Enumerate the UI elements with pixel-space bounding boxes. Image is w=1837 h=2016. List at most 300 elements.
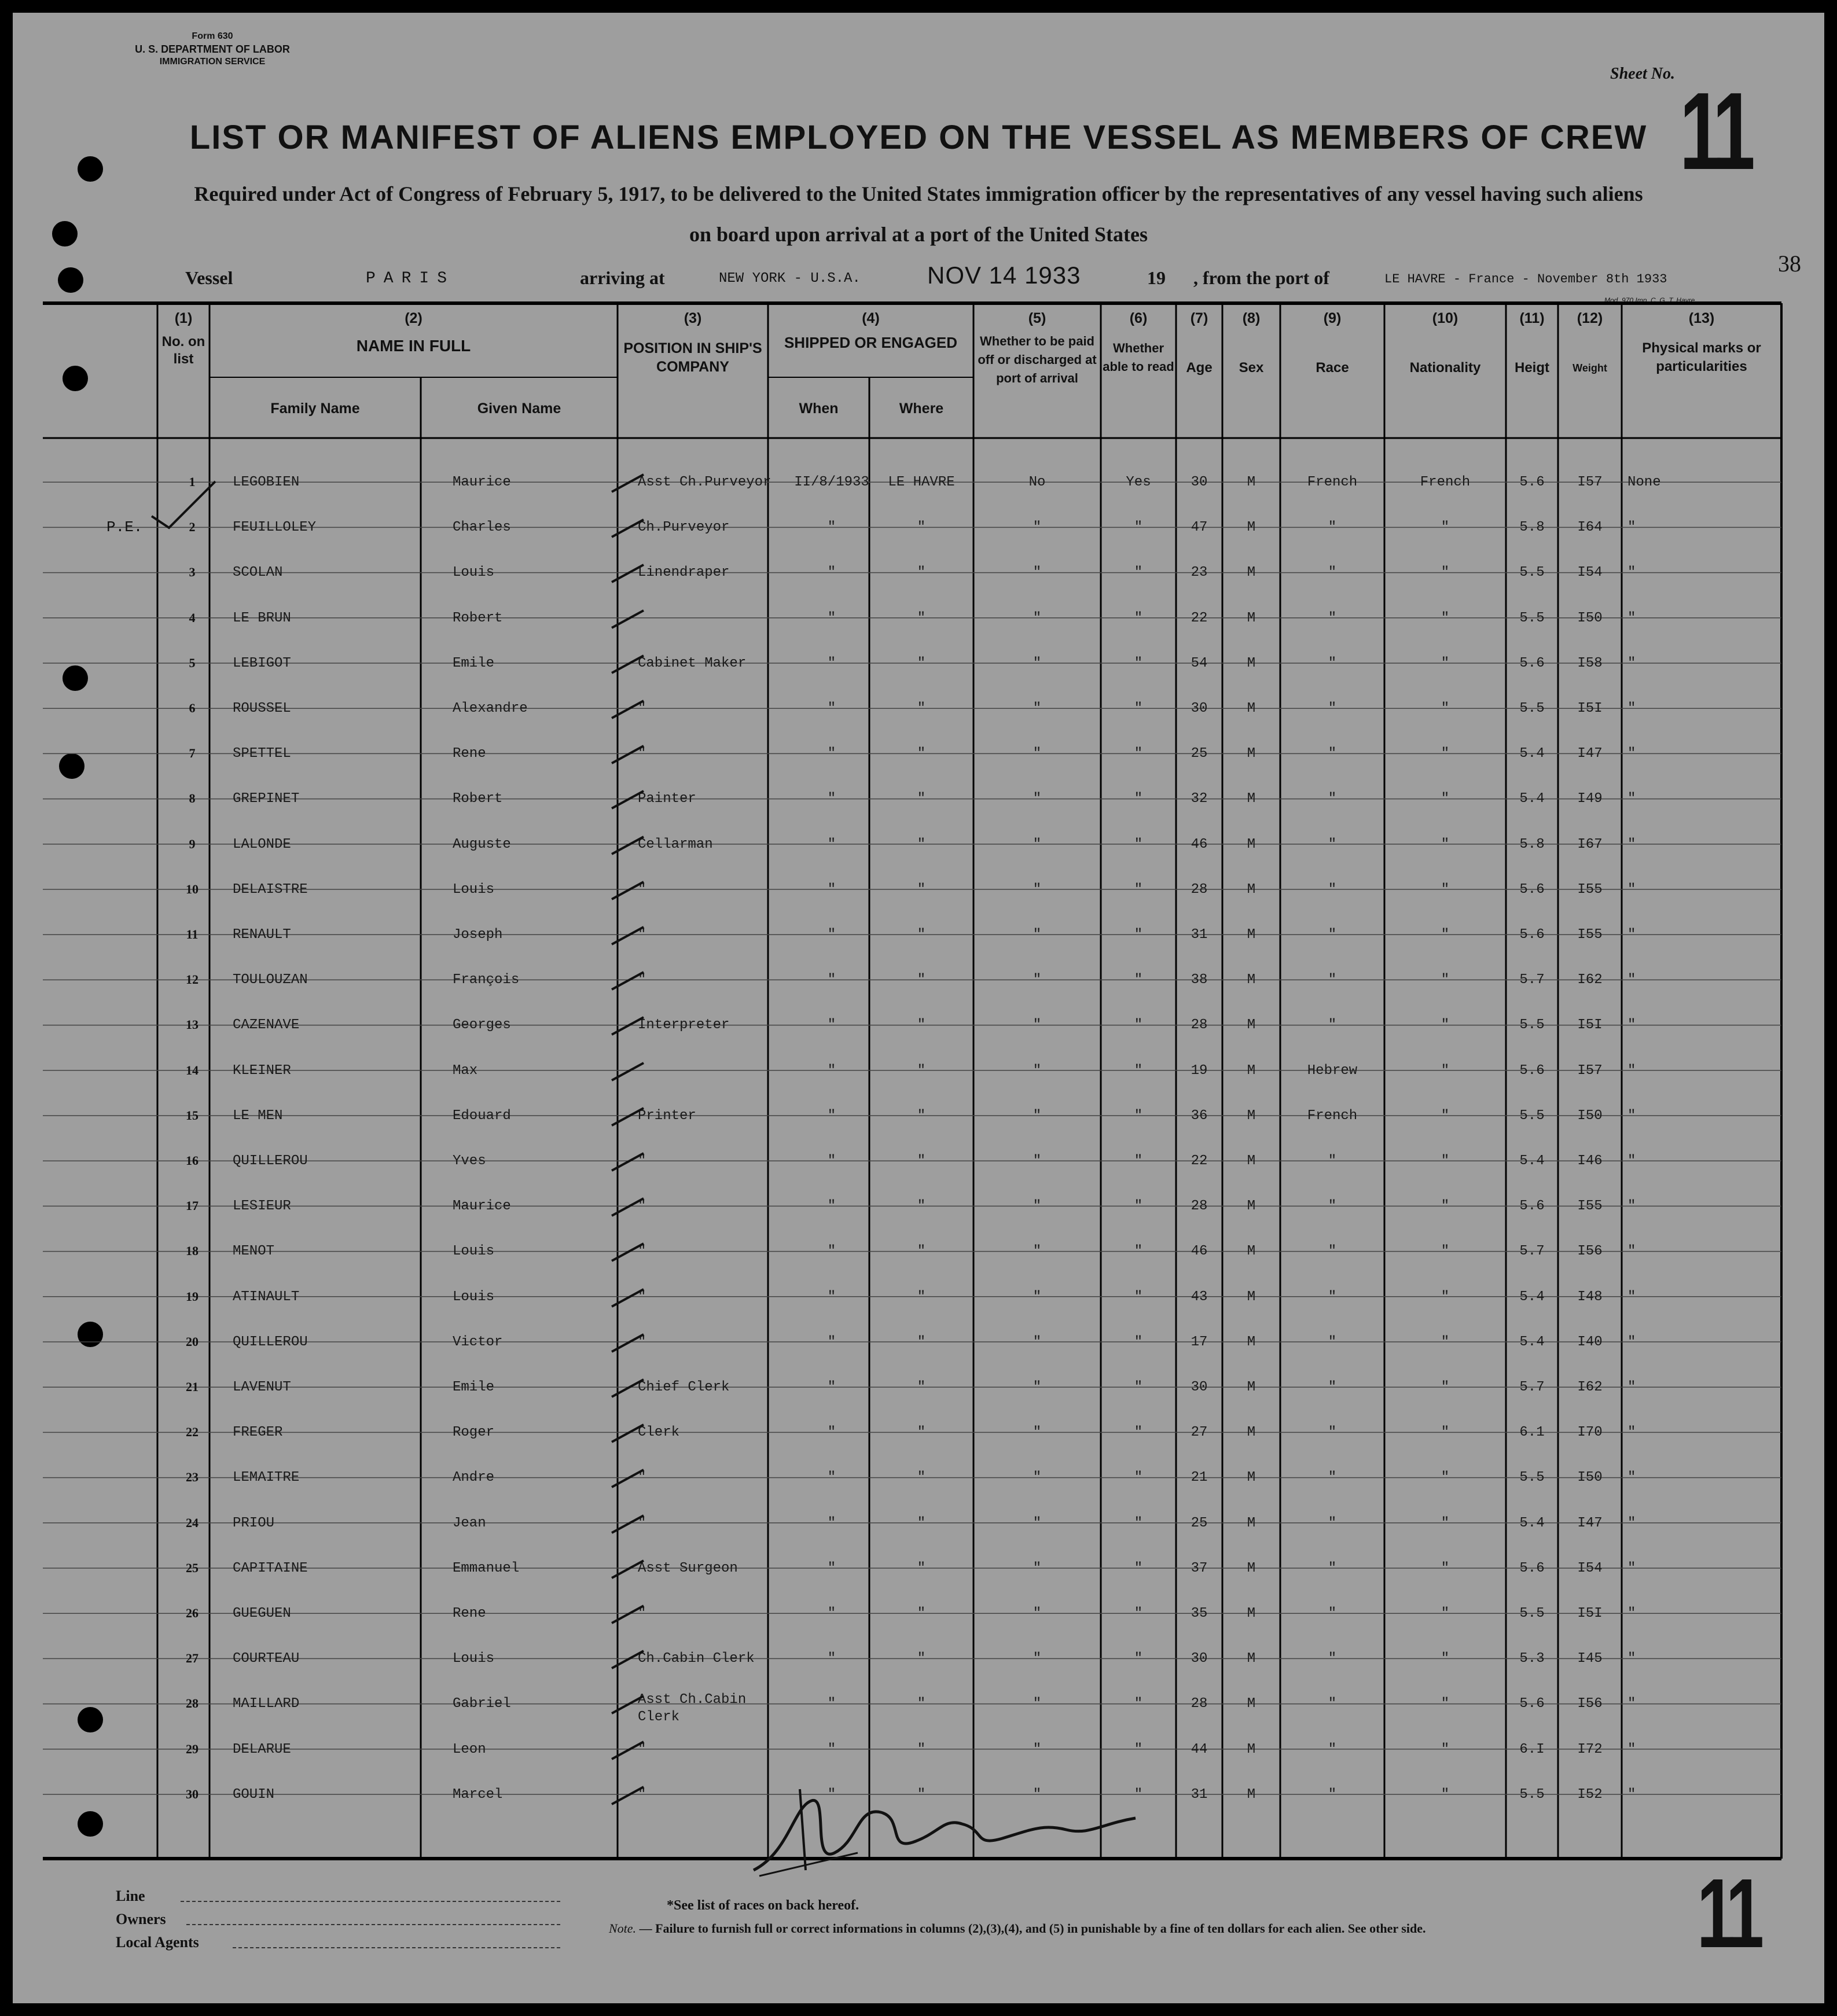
arrival-date-stamp: NOV 14 1933 — [927, 262, 1081, 289]
cell-age: 28 — [1191, 881, 1208, 897]
cell-read: " — [1134, 1198, 1143, 1215]
cell-height: 6.I — [1519, 1741, 1545, 1757]
cell-no: 6 — [189, 701, 196, 715]
cell-race: French — [1307, 474, 1358, 490]
cell-where: " — [917, 836, 926, 852]
cell-nat: " — [1441, 1470, 1450, 1486]
sheet-number: 11 — [1680, 70, 1750, 193]
cell-family: QUILLEROU — [233, 1334, 308, 1350]
cell-height: 5.4 — [1519, 1515, 1545, 1531]
cell-when: " — [827, 1108, 836, 1124]
cell-age: 25 — [1191, 746, 1208, 762]
cell-no: 25 — [186, 1560, 199, 1575]
cell-given: Alexandre — [453, 701, 528, 716]
arriving-label: arriving at — [580, 267, 665, 288]
cell-where: " — [917, 565, 926, 581]
cell-race: " — [1328, 1696, 1337, 1712]
checkmark-icon — [609, 514, 649, 543]
cell-nat: " — [1441, 1017, 1450, 1033]
cell-no: 22 — [186, 1425, 199, 1440]
col-height-label: Heigt — [1515, 360, 1549, 376]
cell-height: 5.5 — [1519, 1017, 1545, 1033]
cell-given: Joseph — [453, 927, 503, 943]
cell-weight: I62 — [1577, 1379, 1603, 1395]
cell-paid: " — [1033, 1379, 1042, 1395]
cell-marks: " — [1627, 1560, 1636, 1576]
checkmark-icon — [609, 1510, 649, 1539]
cell-given: Andre — [453, 1470, 495, 1486]
cell-marks: " — [1627, 1515, 1636, 1531]
cell-family: CAZENAVE — [233, 1017, 300, 1033]
cell-paid: " — [1033, 1470, 1042, 1486]
cell-where: " — [917, 1696, 926, 1712]
cell-weight: I67 — [1577, 836, 1603, 852]
cell-paid: " — [1033, 655, 1042, 671]
col-nationality-index: (10) — [1432, 310, 1458, 326]
cell-age: 23 — [1191, 565, 1208, 581]
cell-paid: " — [1033, 610, 1042, 626]
cell-height: 5.5 — [1519, 610, 1545, 626]
cell-position: Painter — [638, 791, 696, 807]
cell-sex: M — [1247, 1153, 1256, 1169]
col-age-index: (7) — [1190, 310, 1208, 326]
cell-height: 5.6 — [1519, 927, 1545, 943]
cell-age: 30 — [1191, 1651, 1208, 1667]
cell-no: 5 — [189, 655, 196, 670]
cell-marks: " — [1627, 972, 1636, 988]
cell-age: 47 — [1191, 520, 1208, 536]
col-sex-label: Sex — [1239, 360, 1264, 376]
cell-no: 30 — [186, 1786, 199, 1801]
cell-where: " — [917, 610, 926, 626]
cell-when: " — [827, 1379, 836, 1395]
cell-given: Louis — [453, 565, 495, 581]
cell-when: " — [827, 791, 836, 807]
cell-read: Yes — [1126, 474, 1151, 490]
cell-when: " — [827, 881, 836, 897]
cell-nat: French — [1420, 474, 1471, 490]
cell-weight: I50 — [1577, 1470, 1603, 1486]
cell-sex: M — [1247, 1334, 1256, 1350]
cell-sex: M — [1247, 1062, 1256, 1079]
cell-family: LESIEUR — [233, 1198, 291, 1215]
cell-race: " — [1328, 746, 1337, 762]
cell-position: " — [638, 1289, 646, 1305]
checkmark-icon — [609, 1736, 649, 1765]
col-race-index: (9) — [1323, 310, 1342, 326]
cell-paid: " — [1033, 927, 1042, 943]
cell-nat: " — [1441, 1198, 1450, 1215]
cell-given: Louis — [453, 1651, 495, 1667]
col-age-label: Age — [1186, 360, 1213, 376]
checkmark-icon — [609, 469, 649, 498]
cell-when: " — [827, 1696, 836, 1712]
cell-read: " — [1134, 746, 1143, 762]
col-height-index: (11) — [1519, 310, 1545, 326]
cell-family: SPETTEL — [233, 746, 291, 762]
cell-when: " — [827, 1198, 836, 1215]
cell-marks: " — [1627, 1334, 1636, 1350]
cell-where: " — [917, 972, 926, 988]
cell-marks: " — [1627, 881, 1636, 897]
cell-read: " — [1134, 1108, 1143, 1124]
cell-position: Cabinet Maker — [638, 655, 747, 671]
cell-read: " — [1134, 881, 1143, 897]
cell-sex: M — [1247, 881, 1256, 897]
cell-weight: I55 — [1577, 927, 1603, 943]
cell-sex: M — [1247, 1741, 1256, 1757]
col-header-shipped — [768, 309, 973, 352]
note-label: Note. — [609, 1921, 637, 1936]
cell-no: 12 — [186, 972, 199, 987]
cell-family: LEBIGOT — [233, 655, 291, 671]
cell-position: " — [638, 746, 646, 762]
cell-read: " — [1134, 1741, 1143, 1757]
cell-given: Louis — [453, 1289, 495, 1305]
cell-no: 11 — [186, 927, 199, 941]
cell-when: " — [827, 1017, 836, 1033]
cell-sex: M — [1247, 1289, 1256, 1305]
cell-race: " — [1328, 791, 1337, 807]
cell-age: 28 — [1191, 1198, 1208, 1215]
cell-where: " — [917, 1786, 926, 1802]
cell-read: " — [1134, 1062, 1143, 1079]
cell-family: ROUSSEL — [233, 701, 291, 716]
cell-where: " — [917, 881, 926, 897]
cell-weight: I52 — [1577, 1786, 1603, 1802]
cell-weight: I56 — [1577, 1696, 1603, 1712]
cell-position: Ch.Purveyor — [638, 520, 730, 536]
cell-nat: " — [1441, 655, 1450, 671]
cell-nat: " — [1441, 881, 1450, 897]
subtitle-line-2: on board upon arrival at a port of the United States — [689, 223, 1148, 246]
cell-where: " — [917, 1289, 926, 1305]
cell-marks: " — [1627, 1289, 1636, 1305]
cell-where: " — [917, 520, 926, 536]
cell-sex: M — [1247, 520, 1256, 536]
cell-where: " — [917, 1425, 926, 1441]
cell-when: " — [827, 1470, 836, 1486]
sheet-label: Sheet No. — [1610, 65, 1675, 83]
cell-nat: " — [1441, 836, 1450, 852]
cell-read: " — [1134, 565, 1143, 581]
cell-paid: " — [1033, 520, 1042, 536]
cell-read: " — [1134, 1334, 1143, 1350]
cell-race: " — [1328, 1606, 1337, 1621]
cell-weight: I58 — [1577, 655, 1603, 671]
cell-no: 4 — [189, 610, 196, 625]
cell-given: Jean — [453, 1515, 486, 1531]
cell-position: Ch.Cabin Clerk — [638, 1651, 755, 1667]
from-label: , from the port of — [1193, 267, 1329, 288]
cell-paid: " — [1033, 701, 1042, 716]
cell-race: " — [1328, 610, 1337, 626]
cell-paid: " — [1033, 1017, 1042, 1033]
cell-family: CAPITAINE — [233, 1560, 308, 1576]
cell-weight: I72 — [1577, 1741, 1603, 1757]
cell-given: Yves — [453, 1153, 486, 1169]
cell-age: 37 — [1191, 1560, 1208, 1576]
cell-weight: I5I — [1577, 1017, 1603, 1033]
cell-where: " — [917, 1153, 926, 1169]
cell-paid: " — [1033, 1741, 1042, 1757]
cell-nat: " — [1441, 1786, 1450, 1802]
cell-height: 5.5 — [1519, 1786, 1545, 1802]
cell-sex: M — [1247, 1560, 1256, 1576]
cell-where: " — [917, 1470, 926, 1486]
col-name-label: NAME IN FULL — [356, 337, 471, 355]
cell-weight: I64 — [1577, 520, 1603, 536]
checkmark-icon — [609, 605, 649, 634]
cell-age: 30 — [1191, 701, 1208, 716]
cell-nat: " — [1441, 1244, 1450, 1260]
cell-marks: " — [1627, 1153, 1636, 1169]
cell-given: Charles — [453, 520, 511, 536]
cell-weight: I62 — [1577, 972, 1603, 988]
col-paid-index: (5) — [1028, 310, 1046, 326]
cell-nat: " — [1441, 701, 1450, 716]
cell-nat: " — [1441, 791, 1450, 807]
cell-given: Louis — [453, 1244, 495, 1260]
cell-position: " — [638, 1515, 646, 1531]
cell-nat: " — [1441, 1289, 1450, 1305]
cell-nat: " — [1441, 1379, 1450, 1395]
checkmark-icon — [609, 1781, 649, 1810]
cell-family: LE BRUN — [233, 610, 291, 626]
cell-read: " — [1134, 1289, 1143, 1305]
cell-paid: " — [1033, 1244, 1042, 1260]
cell-race: " — [1328, 655, 1337, 671]
cell-race: Hebrew — [1307, 1062, 1358, 1079]
cell-given: Rene — [453, 1606, 486, 1621]
cell-height: 5.4 — [1519, 746, 1545, 762]
cell-age: 21 — [1191, 1470, 1208, 1486]
cell-height: 5.4 — [1519, 1334, 1545, 1350]
cell-height: 6.1 — [1519, 1425, 1545, 1441]
cell-weight: I56 — [1577, 1244, 1603, 1260]
cell-marks: " — [1627, 1651, 1636, 1667]
col-header-position — [618, 309, 768, 376]
cell-no: 7 — [189, 746, 196, 761]
cell-race: French — [1307, 1108, 1358, 1124]
cell-weight: I45 — [1577, 1651, 1603, 1667]
cell-given: Rene — [453, 746, 486, 762]
cell-sex: M — [1247, 791, 1256, 807]
cell-weight: I57 — [1577, 474, 1603, 490]
cell-where: " — [917, 701, 926, 716]
cell-height: 5.5 — [1519, 701, 1545, 716]
col-paid-label: Whether to be paid off or discharged at port of arrival — [978, 334, 1097, 385]
cell-paid: " — [1033, 1786, 1042, 1802]
cell-race: " — [1328, 1786, 1337, 1802]
cell-position: " — [638, 881, 646, 897]
checkmark-icon — [609, 1690, 649, 1719]
cell-no: 18 — [186, 1244, 199, 1259]
cell-height: 5.6 — [1519, 1560, 1545, 1576]
cell-paid: " — [1033, 1334, 1042, 1350]
col-read-label: Whether able to read — [1103, 341, 1174, 374]
cell-height: 5.4 — [1519, 791, 1545, 807]
col-header-family: Family Name — [270, 400, 360, 417]
cell-age: 46 — [1191, 836, 1208, 852]
cell-race: " — [1328, 520, 1337, 536]
cell-height: 5.5 — [1519, 1470, 1545, 1486]
cell-given: Max — [453, 1062, 478, 1079]
cell-when: " — [827, 746, 836, 762]
cell-read: " — [1134, 1244, 1143, 1260]
col-weight-label: Weight — [1573, 362, 1607, 374]
col-header-read — [1101, 309, 1176, 376]
cell-family: LEGOBIEN — [233, 474, 300, 490]
cell-position: " — [638, 1470, 646, 1486]
cell-height: 5.6 — [1519, 1198, 1545, 1215]
cell-position: " — [638, 1198, 646, 1215]
cell-no: 8 — [189, 791, 196, 806]
footer-owners-label: Owners — [116, 1911, 166, 1927]
cell-given: Roger — [453, 1425, 495, 1441]
cell-given: Robert — [453, 610, 503, 626]
cell-height: 5.8 — [1519, 520, 1545, 536]
sheet-count: 38 — [1778, 251, 1801, 277]
checkmark-icon — [609, 1147, 649, 1176]
col-header-name — [210, 309, 618, 355]
cell-read: " — [1134, 1696, 1143, 1712]
cell-given: François — [453, 972, 520, 988]
cell-marks: " — [1627, 1244, 1636, 1260]
cell-read: " — [1134, 1470, 1143, 1486]
cell-sex: M — [1247, 474, 1256, 490]
cell-race: " — [1328, 701, 1337, 716]
cell-sex: M — [1247, 1108, 1256, 1124]
cell-paid: " — [1033, 1651, 1042, 1667]
cell-nat: " — [1441, 520, 1450, 536]
checkmark-icon — [609, 1419, 649, 1448]
cell-age: 36 — [1191, 1108, 1208, 1124]
cell-age: 30 — [1191, 1379, 1208, 1395]
checkmark-icon — [609, 966, 649, 995]
cell-read: " — [1134, 1560, 1143, 1576]
cell-position: Linendraper — [638, 565, 730, 581]
vessel-label: Vessel — [185, 267, 233, 288]
cell-family: QUILLEROU — [233, 1153, 308, 1169]
cell-paid: " — [1033, 565, 1042, 581]
cell-height: 5.4 — [1519, 1153, 1545, 1169]
cell-marks: " — [1627, 1786, 1636, 1802]
cell-nat: " — [1441, 1153, 1450, 1169]
cell-weight: I40 — [1577, 1334, 1603, 1350]
cell-position: " — [638, 1606, 646, 1621]
cell-read: " — [1134, 927, 1143, 943]
cell-weight: I70 — [1577, 1425, 1603, 1441]
cell-marks: " — [1627, 1108, 1636, 1124]
cell-no: 9 — [189, 836, 196, 851]
cell-weight: I46 — [1577, 1153, 1603, 1169]
cell-when: " — [827, 972, 836, 988]
cell-position: " — [638, 1334, 646, 1350]
cell-no: 23 — [186, 1470, 199, 1485]
col-header-height — [1506, 309, 1558, 377]
cell-position: " — [638, 1741, 646, 1757]
cell-race: " — [1328, 1651, 1337, 1667]
cell-when: " — [827, 1515, 836, 1531]
cell-sex: M — [1247, 972, 1256, 988]
cell-age: 25 — [1191, 1515, 1208, 1531]
cell-sex: M — [1247, 701, 1256, 716]
cell-where: " — [917, 1198, 926, 1215]
col-header-nationality — [1384, 309, 1506, 377]
cell-position: " — [638, 1153, 646, 1169]
checkmark-icon — [609, 559, 649, 588]
cell-paid: " — [1033, 1425, 1042, 1441]
page-title: LIST OR MANIFEST OF ALIENS EMPLOYED ON THE VESSEL AS MEMBERS OF CREW — [189, 119, 1648, 156]
col-shipped-index: (4) — [862, 310, 880, 326]
cell-when: " — [827, 610, 836, 626]
cell-when: " — [827, 836, 836, 852]
cell-weight: I57 — [1577, 1062, 1603, 1079]
cell-no: 16 — [186, 1153, 199, 1168]
cell-read: " — [1134, 836, 1143, 852]
cell-given: Edouard — [453, 1108, 511, 1124]
col-name-index: (2) — [405, 310, 422, 326]
cell-marks: " — [1627, 701, 1636, 716]
cell-weight: I50 — [1577, 610, 1603, 626]
cell-marks: None — [1627, 474, 1661, 490]
cell-given: Maurice — [453, 474, 511, 490]
cell-age: 28 — [1191, 1017, 1208, 1033]
cell-paid: " — [1033, 881, 1042, 897]
checkmark-icon — [609, 1645, 649, 1674]
col-header-marks — [1622, 309, 1781, 376]
cell-age: 38 — [1191, 972, 1208, 988]
cell-age: 27 — [1191, 1425, 1208, 1441]
cell-where: " — [917, 1741, 926, 1757]
cell-race: " — [1328, 1560, 1337, 1576]
cell-race: " — [1328, 1244, 1337, 1260]
cell-where: " — [917, 746, 926, 762]
cell-height: 5.6 — [1519, 474, 1545, 490]
cell-height: 5.6 — [1519, 655, 1545, 671]
checkmark-icon — [609, 650, 649, 679]
col-marks-label: Physical marks or particularities — [1642, 340, 1761, 374]
cell-no: 24 — [186, 1515, 199, 1530]
cell-weight: I55 — [1577, 1198, 1603, 1215]
cell-position: Asst Ch.Purveyor — [638, 474, 771, 490]
cell-family: TOULOUZAN — [233, 972, 308, 988]
cell-nat: " — [1441, 1062, 1450, 1079]
cell-family: DELAISTRE — [233, 881, 308, 897]
cell-race: " — [1328, 1741, 1337, 1757]
cell-nat: " — [1441, 610, 1450, 626]
cell-marks: " — [1627, 1062, 1636, 1079]
cell-race: " — [1328, 1379, 1337, 1395]
cell-paid: " — [1033, 1198, 1042, 1215]
cell-age: 43 — [1191, 1289, 1208, 1305]
cell-marks: " — [1627, 1017, 1636, 1033]
cell-no: 2 — [189, 520, 196, 535]
col-number-index: (1) — [174, 310, 193, 326]
cell-when: II/8/1933 — [794, 474, 869, 490]
cell-family: GREPINET — [233, 791, 300, 807]
cell-nat: " — [1441, 1334, 1450, 1350]
cell-age: 30 — [1191, 474, 1208, 490]
cell-weight: I54 — [1577, 565, 1603, 581]
cell-paid: " — [1033, 1062, 1042, 1079]
cell-given: Leon — [453, 1741, 486, 1757]
cell-where: " — [917, 1244, 926, 1260]
form-number: Form 630 — [192, 31, 233, 41]
col-read-index: (6) — [1129, 310, 1148, 326]
cell-height: 5.4 — [1519, 1289, 1545, 1305]
